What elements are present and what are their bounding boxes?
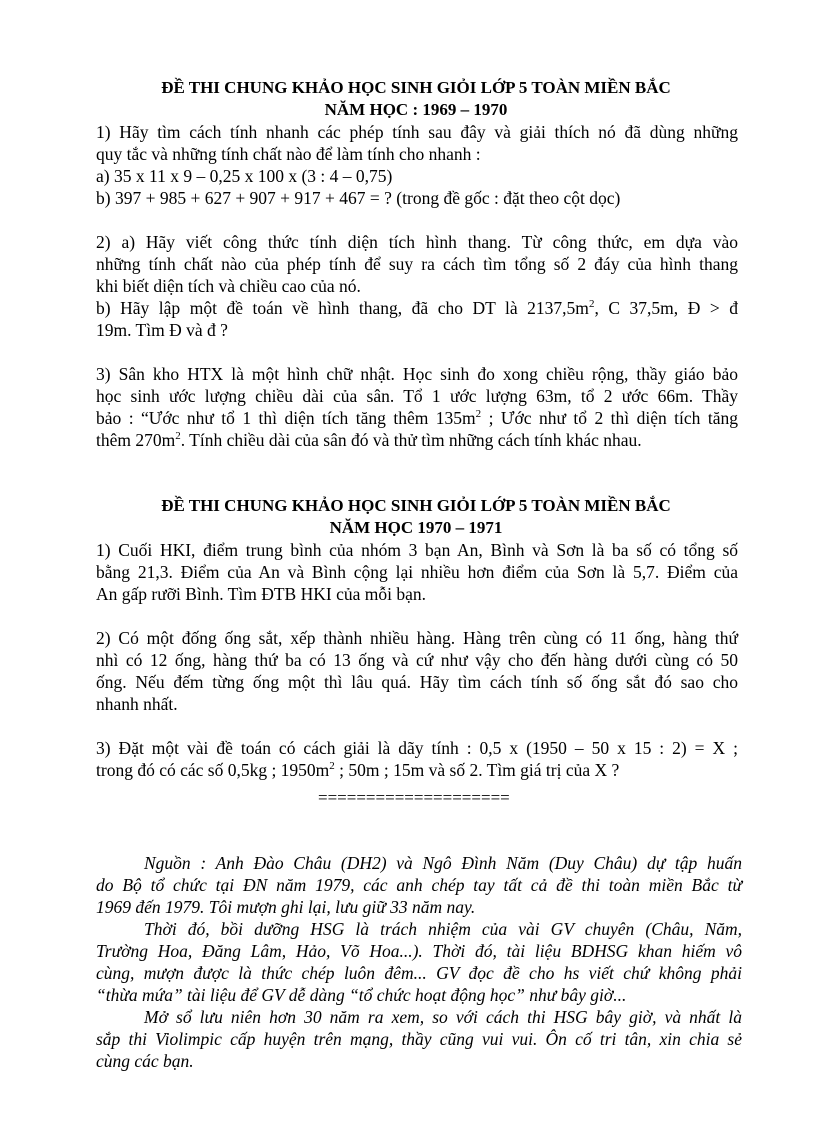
exam1-q1-line: quy tắc và những tính chất nào để làm tính cho nhanh : <box>96 144 481 164</box>
note-line: cùng, mượn được là thức chép luôn đêm... GV đọc đề cho hs viết chứ không phải <box>96 963 742 983</box>
exam1-q3-line: 3) Sân kho HTX là một hình chữ nhật. Học sinh đo xong chiều rộng, thầy giáo bảo <box>96 364 738 384</box>
exam2-q1-line: 1) Cuối HKI, điểm trung bình của nhóm 3 bạn An, Bình và Sơn là ba số có tổng số <box>96 540 738 560</box>
exam2-q3-line: trong đó có các số 0,5kg ; $1950m^2$ ; 50m ; 15m và số 2. Tìm giá trị của X ? <box>96 760 620 780</box>
note-line: cùng các bạn. <box>96 1051 194 1071</box>
exam2-q2-line: nhanh nhất. <box>96 694 178 714</box>
note-line: Nguồn : Anh Đào Châu (DH2) và Ngô Đình Năm (Duy Châu) dự tập huấn <box>144 853 742 873</box>
note-line: sắp thi Violimpic cấp huyện trên mạng, thầy cũng vui vui. Ôn cố tri tân, xin chia sẻ <box>96 1029 742 1049</box>
exam1-q2b-line: 19m. Tìm Đ và đ ? <box>96 320 228 340</box>
exam2-q3-line: 3) Đặt một vài đề toán có cách giải là dãy tính : 0,5 x (1950 – 50 x 15 : 2) = X ; <box>96 738 738 758</box>
exam2-q1-line: bằng 21,3. Điểm của An và Bình cộng lại nhiều hơn điểm của Sơn là 5,7. Điểm của <box>96 562 738 582</box>
separator-line: ==================== <box>318 788 510 807</box>
exam1-q2-line: 2) a) Hãy viết công thức tính diện tích hình thang. Từ công thức, em dựa vào <box>96 232 738 252</box>
exam2-title: ĐỀ THI CHUNG KHẢO HỌC SINH GIỎI LỚP 5 TOÀN MIỀN BẮC <box>161 496 671 515</box>
exam2-q1-line: An gấp rưỡi Bình. Tìm ĐTB HKI của mỗi bạn. <box>96 584 426 604</box>
exam1-q3-line: học sinh ước lượng chiều dài của sân. Tổ 1 ước lượng 63m, tổ 2 ước 66m. Thầy <box>96 386 738 406</box>
exam1-year: NĂM HỌC : 1969 – 1970 <box>324 100 508 119</box>
exam1-q2-line: khi biết diện tích và chiều cao của nó. <box>96 276 361 296</box>
note-line: 1969 đến 1979. Tôi mượn ghi lại, lưu giữ 33 năm nay. <box>96 897 476 917</box>
note-line: Trường Hoa, Đăng Lâm, Hảo, Võ Hoa...). Thời đó, tài liệu BDHSG khan hiếm vô <box>96 941 742 961</box>
exam1-title: ĐỀ THI CHUNG KHẢO HỌC SINH GIỎI LỚP 5 TOÀN MIỀN BẮC <box>161 78 671 97</box>
exam1-q2b-line: b) Hãy lập một đề toán về hình thang, đã cho DT là $2137,5m^2$, C 37,5m, Đ > đ <box>96 298 739 318</box>
note-line: Thời đó, bồi dưỡng HSG là trách nhiệm của vài GV chuyên (Châu, Năm, <box>144 919 742 939</box>
exam2-year: NĂM HỌC 1970 – 1971 <box>329 518 503 537</box>
exam1-q1b: b) 397 + 985 + 627 + 907 + 917 + 467 = ? (trong đề gốc : đặt theo cột dọc) <box>96 188 621 208</box>
exam2-q2-line: ống. Nếu đếm từng ống một thì lâu quá. Hãy tìm cách tính số ống sắt đó sao cho <box>96 672 738 692</box>
exam1-q1-line: 1) Hãy tìm cách tính nhanh các phép tính sau đây và giải thích nó đã dùng những <box>96 122 738 142</box>
exam1-q3-line: thêm $270m^2$. Tính chiều dài của sân đó và thử tìm những cách tính khác nhau. <box>96 430 642 450</box>
exam2-q2-line: 2) Có một đống ống sắt, xếp thành nhiều hàng. Hàng trên cùng có 11 ống, hàng thứ <box>96 628 738 648</box>
note-line: do Bộ tổ chức tại ĐN năm 1979, các anh chép tay tất cả đề thi toàn miền Bắc từ <box>96 875 742 895</box>
note-line: Mở sổ lưu niên hơn 30 năm ra xem, so với cách thi HSG bây giờ, và nhất là <box>144 1007 742 1027</box>
exam1-q1a: a) 35 x 11 x 9 – 0,25 x 100 x (3 : 4 – 0,75) <box>96 166 393 186</box>
note-line: “thừa mứa” tài liệu để GV dễ dàng “tổ chức hoạt động học” như bây giờ... <box>96 985 627 1005</box>
exam1-q2-line: những tính chất nào của phép tính để suy ra cách tìm tổng số 2 đáy của hình thang <box>96 254 738 274</box>
exam1-q3-line: bảo : “Ước như tổ 1 thì diện tích tăng thêm $135m^2$ ; Ước như tổ 2 thì diện tích tăng <box>96 408 738 428</box>
exam2-q2-line: nhì có 12 ống, hàng thứ ba có 13 ống và cứ như vậy cho đến hàng dưới cùng có 50 <box>96 650 738 670</box>
